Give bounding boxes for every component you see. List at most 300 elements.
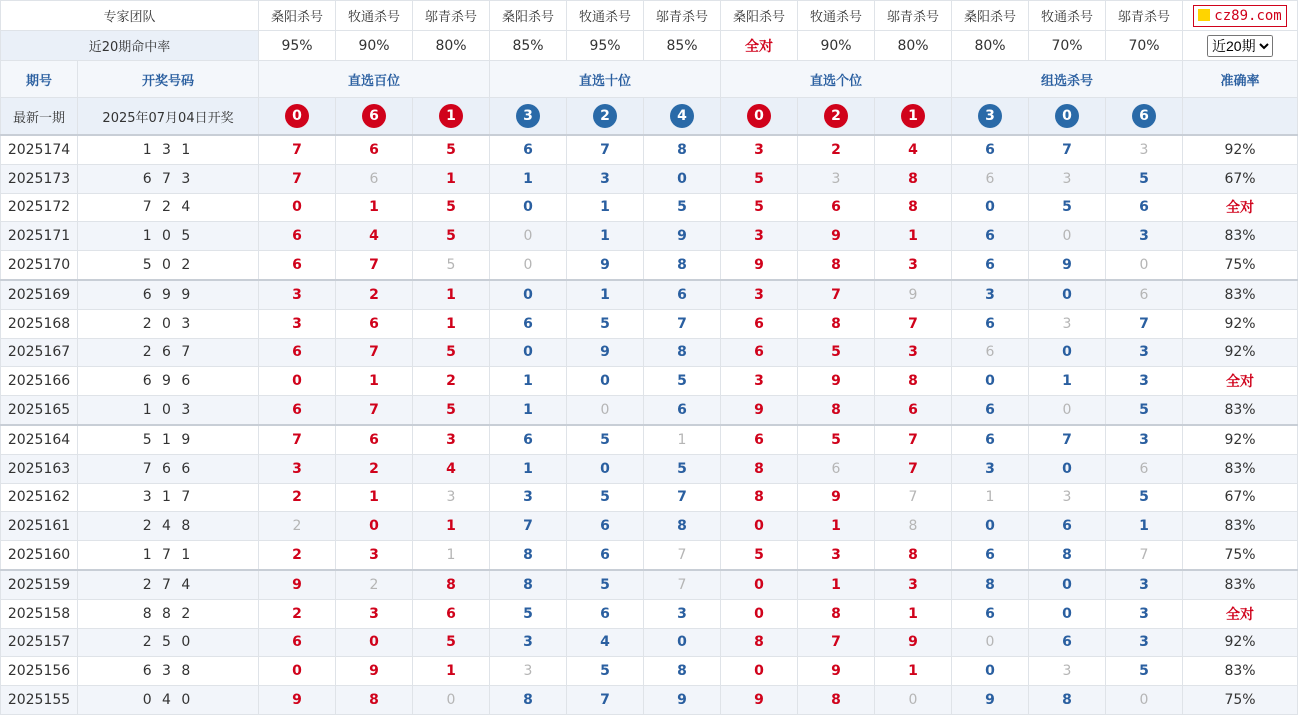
table-row [1,570,1298,599]
kill-value: 3 [1106,599,1183,628]
hit-rate-label: 近20期命中率 [1,31,259,61]
kill-value: 5 [644,454,721,483]
kill-value: 0 [721,570,798,599]
kill-value: 6 [1029,628,1106,657]
kill-value: 1 [490,367,567,396]
kill-value: 6 [798,454,875,483]
draw-number: 5 1 9 [78,425,259,454]
kill-value: 3 [490,628,567,657]
kill-value: 6 [490,135,567,164]
kill-value: 8 [798,396,875,425]
kill-value: 1 [1029,367,1106,396]
kill-value: 1 [413,541,490,570]
latest-ball: 0 [747,104,771,128]
kill-value: 3 [1106,367,1183,396]
kill-value: 8 [798,599,875,628]
kill-value: 0 [1106,686,1183,715]
kill-value: 0 [952,657,1029,686]
draw-number: 1 0 5 [78,222,259,251]
accuracy: 83% [1183,396,1298,425]
brand-square-icon [1198,9,1210,21]
table-row [1,309,1298,338]
kill-value: 8 [644,512,721,541]
hit-rate: 90% [336,31,413,61]
kill-value: 3 [490,657,567,686]
accuracy: 92% [1183,628,1298,657]
kill-value: 3 [875,251,952,280]
kill-value: 6 [336,164,413,193]
kill-value: 6 [875,396,952,425]
accuracy: 92% [1183,425,1298,454]
kill-value: 0 [259,193,336,222]
latest-ball: 3 [516,104,540,128]
kill-value: 2 [336,454,413,483]
kill-value: 0 [567,367,644,396]
accuracy: 83% [1183,454,1298,483]
kill-value: 1 [875,657,952,686]
kill-value: 7 [644,541,721,570]
table-row [1,628,1298,657]
kill-value: 3 [1029,309,1106,338]
accuracy: 67% [1183,483,1298,512]
kill-value: 3 [1029,483,1106,512]
kill-value: 3 [1106,425,1183,454]
accuracy: 全对 [1183,599,1298,628]
expert-name: 桑阳杀号 [721,1,798,31]
latest-ball: 2 [824,104,848,128]
latest-ball: 1 [439,104,463,128]
expert-name: 桑阳杀号 [259,1,336,31]
kill-value: 8 [644,338,721,367]
issue-number: 2025155 [1,686,78,715]
table-row [1,222,1298,251]
kill-value: 6 [798,193,875,222]
kill-value: 9 [567,251,644,280]
kill-value: 7 [644,483,721,512]
kill-value: 7 [1029,425,1106,454]
table-row [1,425,1298,454]
kill-value: 2 [259,512,336,541]
table-row [1,251,1298,280]
kill-value: 0 [644,164,721,193]
issue-number: 2025170 [1,251,78,280]
kill-value: 0 [721,599,798,628]
draw-number: 3 1 7 [78,483,259,512]
kill-value: 6 [259,222,336,251]
kill-value: 1 [567,280,644,309]
table-row [1,599,1298,628]
kill-value: 0 [952,193,1029,222]
kill-value: 0 [721,512,798,541]
kill-value: 9 [721,251,798,280]
kill-value: 5 [413,135,490,164]
latest-label: 最新一期 [1,98,78,136]
kill-value: 0 [1029,338,1106,367]
kill-value: 3 [1106,570,1183,599]
kill-value: 7 [1106,309,1183,338]
kill-value: 0 [952,628,1029,657]
draw-number: 1 0 3 [78,396,259,425]
kill-value: 6 [952,541,1029,570]
kill-value: 5 [567,657,644,686]
kill-value: 1 [490,454,567,483]
draw-number: 1 7 1 [78,541,259,570]
issue-number: 2025169 [1,280,78,309]
issue-number: 2025166 [1,367,78,396]
draw-number: 6 9 9 [78,280,259,309]
kill-value: 6 [952,396,1029,425]
kill-value: 0 [490,222,567,251]
kill-value: 2 [336,280,413,309]
kill-value: 2 [259,541,336,570]
kill-value: 8 [875,541,952,570]
table-row [1,135,1298,164]
kill-value: 1 [336,367,413,396]
kill-value: 5 [567,570,644,599]
kill-value: 3 [721,135,798,164]
kill-value: 0 [336,628,413,657]
kill-value: 6 [336,425,413,454]
kill-value: 6 [567,541,644,570]
kill-value: 0 [875,686,952,715]
latest-ball: 6 [1132,104,1156,128]
draw-number: 2 6 7 [78,338,259,367]
kill-value: 3 [259,309,336,338]
kill-value: 8 [644,657,721,686]
issue-number: 2025168 [1,309,78,338]
kill-value: 9 [798,367,875,396]
kill-value: 8 [644,251,721,280]
kill-value: 8 [490,541,567,570]
kill-value: 6 [259,628,336,657]
kill-value: 9 [644,686,721,715]
kill-value: 7 [259,135,336,164]
kill-value: 4 [336,222,413,251]
kill-value: 8 [1029,686,1106,715]
kill-value: 1 [413,512,490,541]
issue-number: 2025174 [1,135,78,164]
kill-value: 8 [875,367,952,396]
kill-value: 1 [413,657,490,686]
draw-number: 2 7 4 [78,570,259,599]
accuracy: 75% [1183,686,1298,715]
hit-rate: 80% [952,31,1029,61]
column-header-row [1,61,1298,98]
issue-number: 2025157 [1,628,78,657]
expert-name: 邬青杀号 [875,1,952,31]
kill-value: 3 [259,454,336,483]
kill-value: 9 [721,396,798,425]
kill-value: 1 [798,512,875,541]
kill-value: 9 [259,570,336,599]
kill-value: 7 [644,309,721,338]
latest-ball: 4 [670,104,694,128]
kill-value: 5 [567,483,644,512]
range-select[interactable] [1207,35,1273,57]
kill-value: 8 [798,686,875,715]
kill-value: 7 [1106,541,1183,570]
kill-value: 8 [1029,541,1106,570]
kill-value: 0 [259,367,336,396]
expert-name: 牧通杀号 [336,1,413,31]
kill-value: 3 [1106,338,1183,367]
kill-value: 7 [336,396,413,425]
table-row [1,657,1298,686]
expert-name: 桑阳杀号 [490,1,567,31]
kill-value: 1 [413,164,490,193]
kill-value: 0 [259,657,336,686]
kill-value: 3 [644,599,721,628]
kill-value: 5 [644,367,721,396]
kill-value: 7 [875,309,952,338]
draw-number: 6 3 8 [78,657,259,686]
kill-value: 8 [644,135,721,164]
hit-rate: 80% [875,31,952,61]
kill-value: 5 [567,309,644,338]
kill-value: 7 [336,251,413,280]
latest-date: 2025年07月04日开奖 [78,98,259,136]
kill-value: 1 [567,193,644,222]
kill-value: 7 [875,425,952,454]
issue-number: 2025171 [1,222,78,251]
group-header-group-kill: 组选杀号 [952,61,1183,98]
kill-value: 1 [336,483,413,512]
expert-name: 邬青杀号 [644,1,721,31]
kill-value: 6 [1106,193,1183,222]
issue-number: 2025158 [1,599,78,628]
draw-number: 8 8 2 [78,599,259,628]
kill-value: 8 [952,570,1029,599]
expert-name: 桑阳杀号 [952,1,1029,31]
kill-value: 8 [490,570,567,599]
kill-value: 0 [567,454,644,483]
kill-value: 6 [952,251,1029,280]
kill-value: 6 [644,280,721,309]
kill-value: 6 [952,309,1029,338]
kill-value: 8 [721,483,798,512]
kill-value: 5 [1106,164,1183,193]
kill-value: 6 [721,425,798,454]
kill-value: 0 [413,686,490,715]
issue-number: 2025160 [1,541,78,570]
issue-number: 2025162 [1,483,78,512]
accuracy-header: 准确率 [1183,61,1298,98]
latest-ball: 1 [901,104,925,128]
kill-value: 8 [798,251,875,280]
kill-value: 3 [875,338,952,367]
kill-value: 4 [875,135,952,164]
kill-value: 0 [490,193,567,222]
kill-value: 5 [1029,193,1106,222]
accuracy: 92% [1183,309,1298,338]
kill-value: 8 [721,454,798,483]
kill-value: 6 [952,222,1029,251]
kill-value: 6 [952,338,1029,367]
draw-number: 2 5 0 [78,628,259,657]
kill-value: 7 [644,570,721,599]
hit-rate: 85% [490,31,567,61]
kill-value: 6 [259,396,336,425]
kill-value: 9 [875,628,952,657]
kill-value: 6 [952,599,1029,628]
kill-value: 7 [798,628,875,657]
kill-value: 6 [336,309,413,338]
kill-value: 9 [875,280,952,309]
latest-accuracy-empty [1183,98,1298,136]
kill-value: 8 [413,570,490,599]
draw-number: 6 9 6 [78,367,259,396]
draw-number: 0 4 0 [78,686,259,715]
kill-value: 8 [875,512,952,541]
table-row [1,280,1298,309]
kill-value: 3 [721,367,798,396]
draw-number: 7 6 6 [78,454,259,483]
kill-value: 9 [798,222,875,251]
kill-value: 1 [952,483,1029,512]
kill-value: 6 [490,425,567,454]
kill-value: 6 [567,512,644,541]
kill-value: 3 [1106,222,1183,251]
kill-value: 6 [721,338,798,367]
accuracy: 83% [1183,512,1298,541]
kill-value: 5 [413,338,490,367]
issue-number: 2025167 [1,338,78,367]
latest-ball: 2 [593,104,617,128]
kill-value: 6 [1029,512,1106,541]
kill-value: 3 [413,425,490,454]
kill-value: 5 [490,599,567,628]
table-row [1,512,1298,541]
kill-value: 0 [1029,599,1106,628]
expert-name: 牧通杀号 [1029,1,1106,31]
table-row [1,193,1298,222]
accuracy: 75% [1183,541,1298,570]
accuracy: 83% [1183,657,1298,686]
kill-value: 2 [336,570,413,599]
kill-value: 0 [490,280,567,309]
issue-number: 2025161 [1,512,78,541]
kill-value: 3 [952,454,1029,483]
kill-value: 5 [798,338,875,367]
kill-value: 9 [721,686,798,715]
issue-number: 2025163 [1,454,78,483]
kill-value: 3 [1029,164,1106,193]
kill-value: 5 [798,425,875,454]
kill-value: 6 [952,164,1029,193]
kill-value: 5 [567,425,644,454]
kill-value: 5 [1106,657,1183,686]
expert-name: 牧通杀号 [798,1,875,31]
hit-rate: 70% [1106,31,1183,61]
draw-number: 5 0 2 [78,251,259,280]
draw-header: 开奖号码 [78,61,259,98]
issue-number: 2025164 [1,425,78,454]
table-row [1,454,1298,483]
issue-number: 2025165 [1,396,78,425]
kill-value: 9 [952,686,1029,715]
kill-value: 8 [875,193,952,222]
kill-value: 0 [1029,222,1106,251]
hit-rate: 95% [259,31,336,61]
accuracy: 92% [1183,135,1298,164]
kill-value: 7 [567,686,644,715]
latest-ball: 3 [978,104,1002,128]
kill-value: 6 [644,396,721,425]
kill-value: 5 [413,396,490,425]
kill-value: 3 [490,483,567,512]
kill-value: 3 [259,280,336,309]
hit-rate: 90% [798,31,875,61]
kill-value: 3 [336,541,413,570]
kill-value: 6 [259,338,336,367]
kill-value: 3 [798,164,875,193]
kill-value: 2 [259,483,336,512]
kill-value: 5 [721,193,798,222]
kill-value: 6 [1106,280,1183,309]
kill-value: 0 [490,251,567,280]
kill-value: 6 [336,135,413,164]
kill-value: 1 [413,280,490,309]
accuracy: 75% [1183,251,1298,280]
kill-value: 3 [721,222,798,251]
kill-value: 3 [336,599,413,628]
kill-value: 9 [798,483,875,512]
table-row [1,541,1298,570]
kill-value: 7 [490,512,567,541]
issue-number: 2025156 [1,657,78,686]
table-row [1,483,1298,512]
expert-header-row [1,1,1298,31]
kill-value: 8 [336,686,413,715]
draw-number: 6 7 3 [78,164,259,193]
kill-value: 6 [721,309,798,338]
kill-value: 5 [721,164,798,193]
kill-value: 5 [721,541,798,570]
kill-value: 9 [1029,251,1106,280]
group-header-hundreds: 直选百位 [259,61,490,98]
group-header-tens: 直选十位 [490,61,721,98]
draw-number: 2 0 3 [78,309,259,338]
kill-value: 1 [1106,512,1183,541]
brand-logo[interactable] [1193,5,1286,27]
hit-rate: 70% [1029,31,1106,61]
draw-number: 2 4 8 [78,512,259,541]
kill-value: 0 [1029,570,1106,599]
latest-ball: 6 [362,104,386,128]
kill-value: 8 [798,309,875,338]
kill-value: 0 [1029,454,1106,483]
expert-name: 牧通杀号 [567,1,644,31]
kill-value: 1 [567,222,644,251]
brand-cell [1183,1,1298,31]
hit-rate: 95% [567,31,644,61]
hit-rate: 全对 [721,31,798,61]
kill-value: 3 [1106,135,1183,164]
accuracy: 全对 [1183,193,1298,222]
kill-value: 5 [413,193,490,222]
kill-value: 6 [413,599,490,628]
kill-value: 5 [413,628,490,657]
kill-value: 6 [259,251,336,280]
kill-value: 9 [798,657,875,686]
table-row [1,686,1298,715]
brand-text: cz89.com [1214,7,1282,24]
latest-ball: 0 [1055,104,1079,128]
kill-value: 1 [798,570,875,599]
latest-ball: 0 [285,104,309,128]
kill-value: 1 [413,309,490,338]
accuracy: 83% [1183,222,1298,251]
